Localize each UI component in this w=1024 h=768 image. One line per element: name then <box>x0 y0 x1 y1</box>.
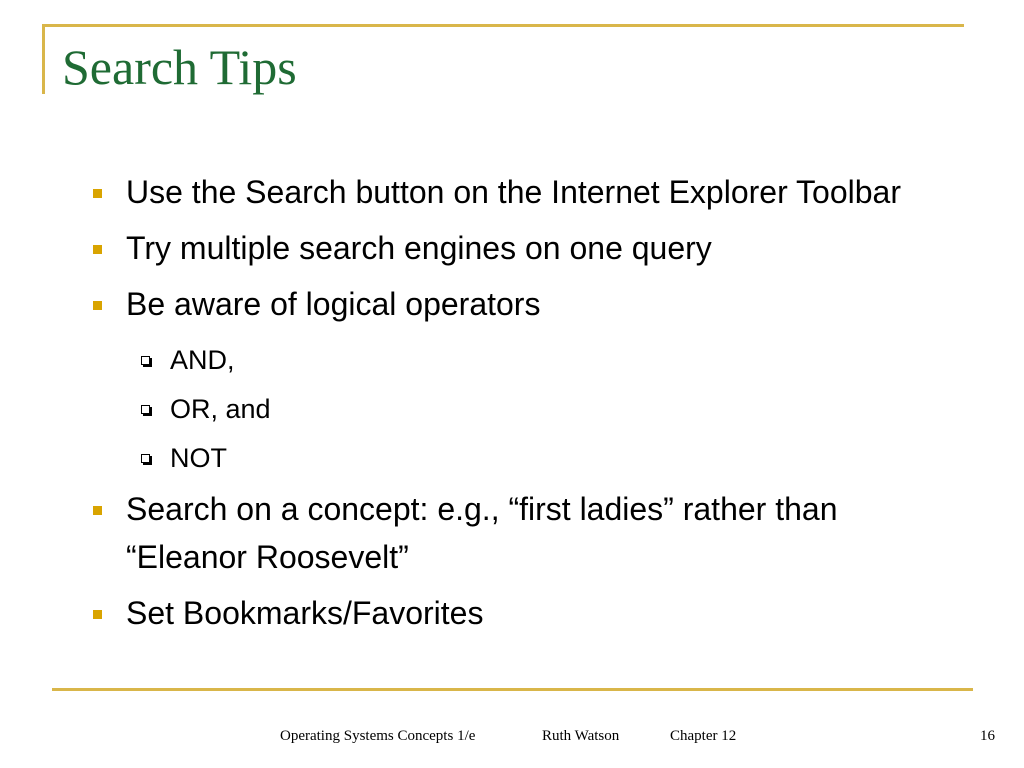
bullet-text: Use the Search button on the Internet Explorer Toolbar <box>126 174 901 210</box>
bullet-text: Set Bookmarks/Favorites <box>126 595 484 631</box>
sub-bullet-text: NOT <box>170 443 227 473</box>
bullet-item-multiple-engines <box>88 224 948 272</box>
hollow-square-bullet-icon <box>141 454 150 463</box>
hollow-square-bullet-icon <box>141 356 150 365</box>
slide-title: Search Tips <box>62 39 297 95</box>
sub-bullet-item-and <box>88 336 948 385</box>
sub-bullet-item-or <box>88 385 948 434</box>
bullet-list <box>88 168 948 645</box>
sub-bullet-list-container <box>88 336 948 483</box>
sub-bullet-list <box>88 336 948 483</box>
footer-author: Ruth Watson <box>542 728 620 744</box>
bullet-item-logical-operators <box>88 280 948 328</box>
square-bullet-icon <box>93 610 102 619</box>
footer-rule <box>52 688 973 691</box>
square-bullet-icon <box>93 245 102 254</box>
sub-bullet-text: OR, and <box>170 394 271 424</box>
bullet-text: Be aware of logical operators <box>126 286 541 322</box>
square-bullet-icon <box>93 301 102 310</box>
square-bullet-icon <box>93 189 102 198</box>
bullet-item-bookmarks <box>88 589 948 637</box>
bullet-item-concept-search <box>88 485 948 581</box>
slide-footer <box>0 726 1024 750</box>
square-bullet-icon <box>93 506 102 515</box>
title-frame-left-rule <box>42 24 45 94</box>
bullet-text: Try multiple search engines on one query <box>126 230 712 266</box>
bullet-item-search-button <box>88 168 948 216</box>
page-number: 16 <box>980 728 995 744</box>
title-frame-top-rule <box>42 24 964 27</box>
bullet-text: Search on a concept: e.g., “first ladies” rather than “Eleanor Roosevelt” <box>126 491 838 575</box>
sub-bullet-item-not <box>88 434 948 483</box>
hollow-square-bullet-icon <box>141 405 150 414</box>
footer-chapter: Chapter 12 <box>670 728 737 744</box>
footer-course-title: Operating Systems Concepts 1/e <box>280 728 476 744</box>
sub-bullet-text: AND, <box>170 345 235 375</box>
